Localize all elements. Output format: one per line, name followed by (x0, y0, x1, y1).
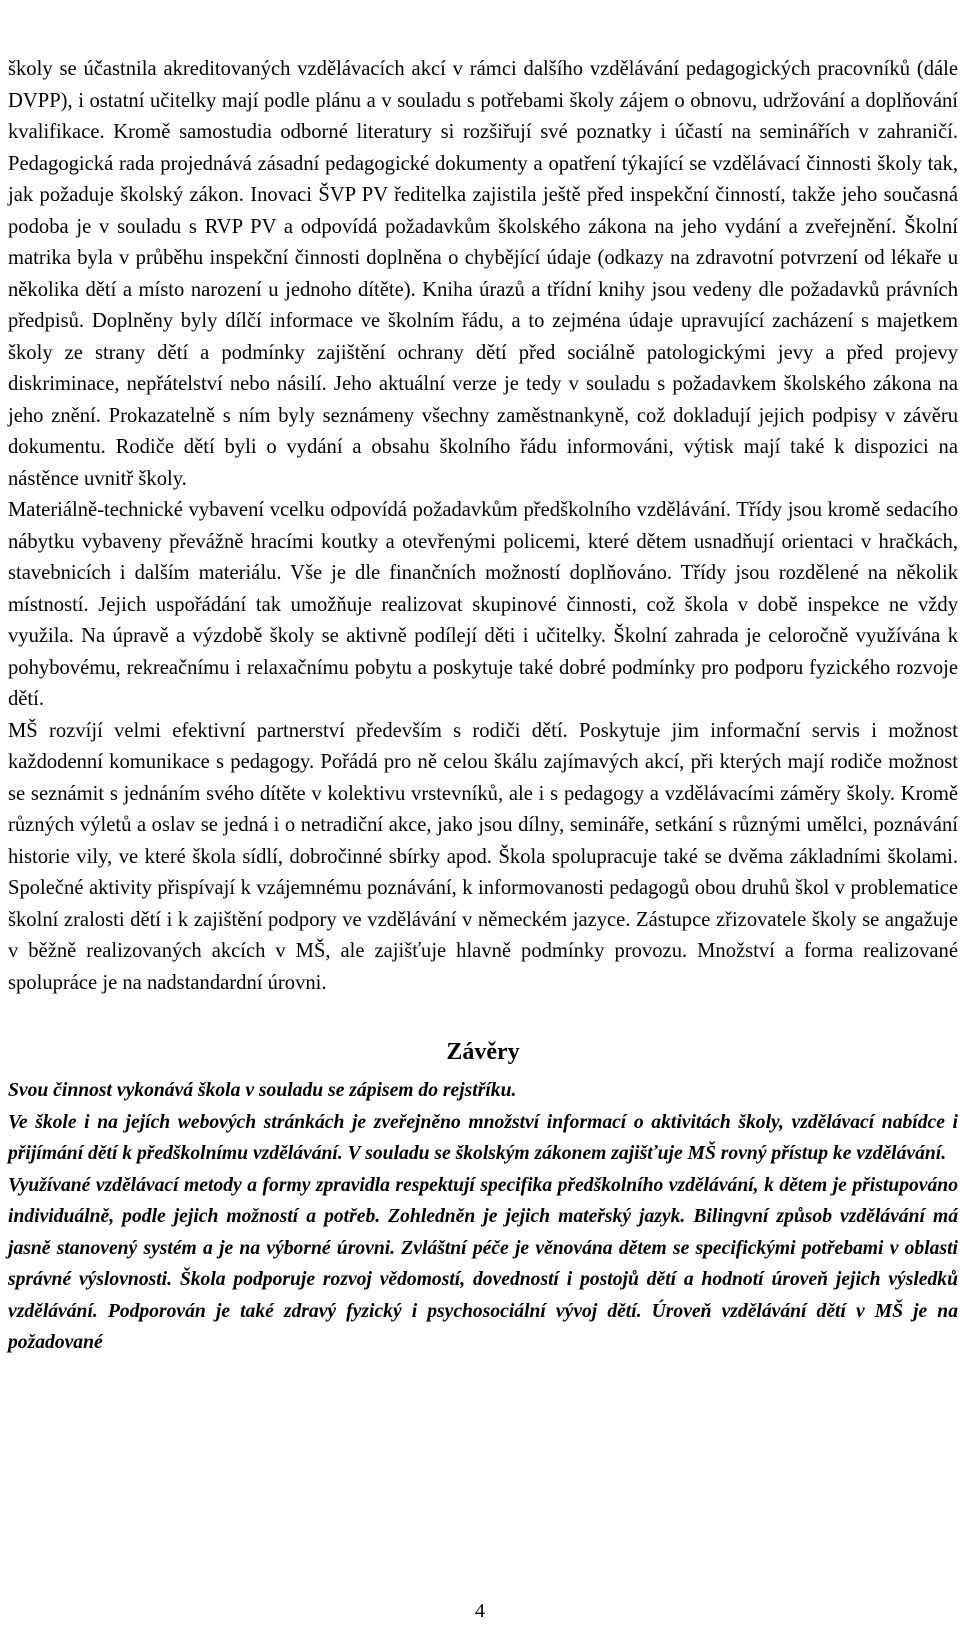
header-report-reference: Inspekční zpráva č. j.: ČŠIA-575/13-A (638, 8, 952, 30)
page-number: 4 (475, 1600, 485, 1622)
document-body (8, 54, 958, 1359)
conclusion-paragraph: Svou činnost vykonává škola v souladu se zápisem do rejstříku. (8, 1080, 517, 1101)
body-paragraph: Materiálně-technické vybavení vcelku odpovídá požadavkům předškolního vzdělávání. Třídy jsou kromě sedacího nábytku vybaveny převážně hracími koutky a otevřenými policemi, které dětem usnadňují orientaci v hračkách, stavebnicích i dalším materiálu. Vše je dle finančních možností doplňováno. Třídy jsou rozdělené na několik místností. Jejich uspořádání tak umožňuje realizovat skupinové činnosti, což škola v době inspekce ne vždy využila. Na úpravě a výzdobě školy se aktivně podílejí děti i učitelky. Školní zahrada je celoročně využívána k pohybovému, rekreačnímu i relaxačnímu pobytu a poskytuje také dobré podmínky pro podporu fyzického rozvoje dětí. (8, 499, 958, 710)
header-institution: Pražský inspektorát České školní inspekce (8, 8, 355, 30)
page-header (8, 4, 952, 34)
body-paragraph: školy se účastnila akreditovaných vzdělávacích akcí v rámci dalšího vzdělávání pedagogických pracovníků (dále DVPP), i ostatní učitelky mají podle plánu a v souladu s potřebami školy zájem o obnovu, udržování a doplňování kvalifikace. Kromě samostudia odborné literatury si rozšiřují své poznatky i účastí na seminářích v zahraničí. Pedagogická rada projednává zásadní pedagogické dokumenty a opatření týkající se vzdělávací činnosti školy tak, jak požaduje školský zákon. Inovaci ŠVP PV ředitelka zajistila ještě před inspekční činností, takže jeho současná podoba je v souladu s RVP PV a odpovídá požadavkům školského zákona na jeho vydání a zveřejnění. Školní matrika byla v průběhu inspekční činnosti doplněna o chybějící údaje (odkazy na zdravotní potvrzení od lékaře u několika dětí a místo narození u jednoho dítěte). Kniha úrazů a třídní knihy jsou vedeny dle požadavků právních předpisů. Doplněny byly dílčí informace ve školním řádu, a to zejména údaje upravující zacházení s majetkem školy ze strany dětí a podmínky zajištění ochrany dětí před sociálně patologickými jevy a před projevy diskriminace, nepřátelství nebo násilí. Jeho aktuální verze je tedy v souladu s požadavkem školského zákona na jeho znění. Prokazatelně s ním byly seznámeny všechny zaměstnankyně, což dokladují jejich podpisy v závěru dokumentu. Rodiče dětí byli o vydání a obsahu školního řádu informováni, výtisk mají také k dispozici na nástěnce uvnitř školy. (8, 58, 958, 490)
body-paragraph: MŠ rozvíjí velmi efektivní partnerství především s rodiči dětí. Poskytuje jim informační servis i možnost každodenní komunikace s pedagogy. Pořádá pro ně celou škálu zajímavých akcí, při kterých mají rodiče možnost se seznámit s jednáním svého dítěte v kolektivu vrstevníků, ale i s pedagogy a vzdělávacími záměry školy. Kromě různých výletů a oslav se jedná i o netradiční akce, jako jsou dílny, semináře, setkání s různými umělci, poznávání historie vily, ve které škola sídlí, dobročinné sbírky apod. Škola spolupracuje také se dvěma základními školami. Společné aktivity přispívají k vzájemnému poznávání, k informovanosti pedagogů obou druhů škol v problematice školní zralosti dětí i k zajištění podpory ve vzdělávání v německém jazyce. Zástupce zřizovatele školy se angažuje v běžně realizovaných akcích v MŠ, ale zajišťuje hlavně podmínky provozu. Množství a forma realizované spolupráce je na nadstandardní úrovni. (8, 719, 958, 994)
conclusion-paragraph: Využívané vzdělávací metody a formy zpravidla respektují specifika předškolního vzdělávání, k dětem je přistupováno individuálně, podle jejich možností a potřeb. Zohledněn je jejich mateřský jazyk. Bilingvní způsob vzdělávání má jasně stanovený systém a je na výborné úrovni. Zvláštní péče je věnována dětem se specifickými potřebami v oblasti správné výslovnosti. Škola podporuje rozvoj vědomostí, dovedností i postojů dětí a hodnotí úroveň jejich výsledků vzdělávání. Podporován je také zdravý fyzický i psychosociální vývoj dětí. Úroveň vzdělávání dětí v MŠ je na požadované (8, 1174, 958, 1353)
section-heading-conclusions: Závěry (446, 1039, 520, 1065)
conclusion-paragraph: Ve škole i na jejích webových stránkách je zveřejněno množství informací o aktivitách školy, vzdělávací nabídce i přijímání dětí k předškolnímu vzdělávání. V souladu se školským zákonem zajišťuje MŠ rovný přístup ke vzdělávání. (8, 1111, 958, 1164)
